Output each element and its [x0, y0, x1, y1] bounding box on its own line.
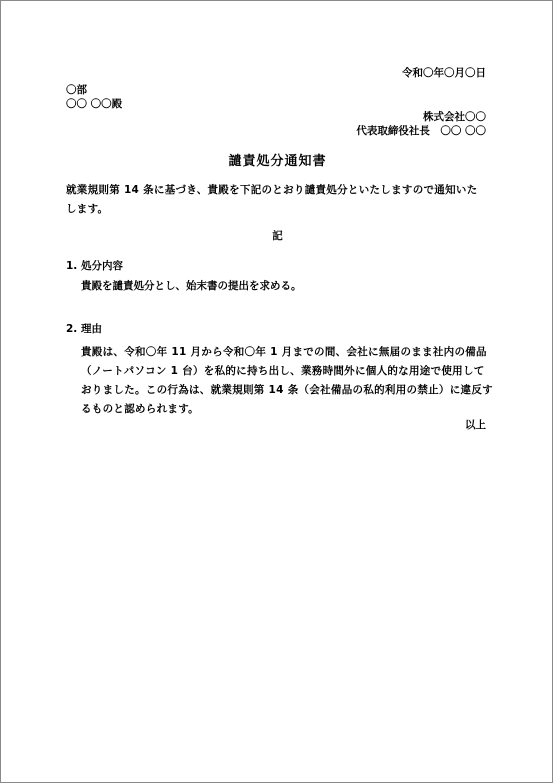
page-title: 譴責処分通知書: [228, 154, 327, 169]
ki-heading: 記: [272, 230, 283, 242]
section1-body: 貴殿を譴責処分とし、始末書の提出を求める。: [81, 280, 302, 292]
reason-line: おりました。この行為は、就業規則第 14 条（会社備品の私的利用の禁止）に違反す: [81, 384, 493, 396]
intro-line: 就業規則第 14 条に基づき、貴殿を下記のとおり譴責処分といたしますので通知いた: [66, 184, 478, 196]
closing: 以上: [465, 419, 486, 431]
reason-line: 貴殿は、令和〇年 11 月から令和〇年 1 月までの間、会社に無届のまま社内の備品: [81, 346, 487, 358]
sender-company: 株式会社〇〇: [423, 111, 486, 123]
intro-paragraph: [66, 181, 478, 219]
recipient-name: 〇〇 〇〇殿: [66, 98, 123, 110]
sender-name: 代表取締役社長 〇〇 〇〇: [356, 125, 486, 137]
intro-line: します。: [66, 203, 109, 215]
date: 令和〇年〇月〇日: [402, 67, 486, 79]
recipient-department: 〇部: [66, 84, 87, 96]
section2-heading: 2. 理由: [66, 323, 102, 335]
reason-line: （ノートパソコン 1 台）を私的に持ち出し、業務時間外に個人的な用途で使用して: [81, 365, 485, 377]
section2-body: [81, 343, 493, 419]
section1-heading: 1. 処分内容: [66, 260, 123, 272]
reason-line: るものと認められます。: [81, 403, 199, 415]
